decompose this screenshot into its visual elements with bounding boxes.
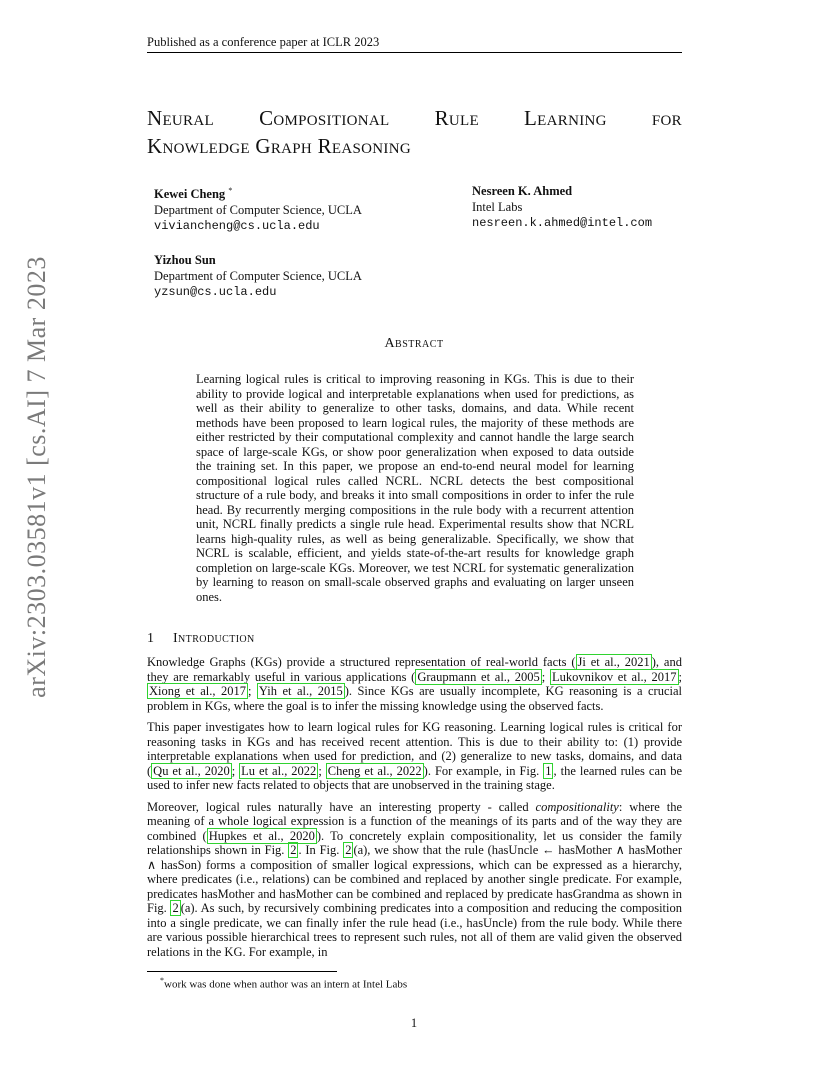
author-block-ahmed (472, 183, 652, 231)
author-email: viviancheng@cs.ucla.edu (154, 219, 320, 234)
citation-link[interactable]: Ji et al., 2021 (577, 655, 650, 669)
figure-ref-link[interactable]: 1 (545, 763, 552, 778)
author-block-sun (154, 252, 362, 300)
footnote-text: work was done when author was an intern at Intel Labs (164, 978, 408, 991)
author-name: Kewei Cheng (154, 187, 226, 202)
title-line-1 (147, 104, 682, 132)
title-word: Rule (434, 106, 479, 130)
figure-ref-link[interactable]: 2 (290, 843, 297, 857)
footnote-rule (147, 971, 337, 972)
figure-ref-link[interactable]: 2 (172, 901, 179, 915)
running-header: Published as a conference paper at ICLR 2023 (147, 35, 380, 49)
author-name: Nesreen K. Ahmed (472, 184, 573, 198)
section-body (147, 655, 682, 966)
figure-ref-link[interactable]: 2 (345, 843, 352, 857)
paragraph-2: This paper investigates how to learn logical rules for KG reasoning. Learning logical rules is critical for reasoning tasks in KGs and has received recent attention. This is due to their ability to: (1) provide interpretable explanations when used for prediction, and (2) generalize to new tasks, domains, and data ( Qu et al., 2020 ; Lu et al., 2022 ; Cheng et al., 2022 ). For example, in Fig. 1 , the learned rules can be used to infer new facts related to objects that are unobserved in the training stage. (147, 720, 683, 792)
citation-link[interactable]: Lu et al., 2022 (241, 763, 317, 778)
author-email: nesreen.k.ahmed@intel.com (472, 216, 653, 230)
section-heading (147, 631, 255, 647)
author-affiliation: Intel Labs (472, 200, 523, 214)
title-word: Learning (524, 106, 607, 130)
title-word: for (651, 106, 682, 130)
section-number: 1 (147, 631, 154, 646)
citation-link[interactable]: Xiong et al., 2017 (149, 684, 246, 698)
title-line-2: Knowledge Graph Reasoning (147, 134, 411, 158)
author-email: yzsun@cs.ucla.edu (154, 285, 277, 299)
citation-link[interactable]: Graupmann et al., 2005 (417, 669, 540, 684)
citation-link[interactable]: Yih et al., 2015 (258, 684, 343, 698)
paragraph-1: Knowledge Graphs (KGs) provide a structured representation of real-world facts ( Ji et al., 2021 ), and they are remarkably useful in various applications ( Graupmann et al., 2005 ; Lukovnikov et al., 2017 ; Xiong et al., 2017 ; Yih et al., 2015 ). Since KGs are usually incomplete, KG reasoning is a crucial problem in KGs, where the goal is to infer the missing knowledge using the observed facts. (147, 655, 682, 713)
citation-link[interactable]: Lukovnikov et al., 2017 (551, 669, 677, 684)
paper-title (147, 104, 682, 160)
section-title: Introduction (173, 631, 255, 646)
arxiv-stamp: arXiv:2303.03581v1 [cs.AI] 7 Mar 2023 (22, 256, 51, 698)
header-rule (147, 52, 682, 53)
paragraph-3: Moreover, logical rules naturally have an interesting property - called compositionality: where the meaning of a whole logical expression is a function of the meanings of its parts and of the way they are combined ( Hupkes et al., 2020 ). To concretely explain compositionality, let us consider the family relationships shown in Fig. 2 . In Fig. 2 (a), we show that the rule (hasUncle ← hasMother ∧ hasMother ∧ hasSon) forms a composition of smaller logical expressions, which can be expressed as a hierarchy, where predicates (i.e., relations) can be combined and replaced by another single predicate. For example, predicates hasMother and hasMother can be combined and replaced by predicate hasGrandma as shown in Fig. 2 (a). As such, by recursively combining predicates into a composition and reducing the composition into a single predicate, we can finally infer the rule head (i.e., hasUncle) from the rule body. While there are various possible hierarchical trees to represent such rules, not all of them are valid given the observed relations in the KG. For example, in (147, 799, 683, 959)
footnote-mark: * (160, 976, 164, 985)
citation-link[interactable]: Hupkes et al., 2020 (208, 828, 315, 843)
abstract-heading: Abstract (384, 336, 444, 351)
author-mark: * (228, 186, 233, 195)
author-affiliation: Department of Computer Science, UCLA (154, 269, 362, 283)
footnote (160, 976, 407, 991)
citation-link[interactable]: Cheng et al., 2022 (327, 763, 422, 778)
page-number: 1 (410, 1016, 418, 1030)
title-word: Compositional (259, 106, 390, 130)
abstract-text: Learning logical rules is critical to improving reasoning in KGs. This is due to their ability to provide logical and interpretable explanations when used for predictions, as well as their ability to generalize to other tasks, domains, and data. While recent methods have been proposed to learn logical rules, the majority of these methods are either restricted by their computational complexity and cannot handle the large search space of large-scale KGs, or show poor generalization when exposed to data outside the training set. In this paper, we propose an end-to-end neural model for learning compositional logical rules called NCRL. NCRL detects the best compositional structure of a rule body, and breaks it into small compositions in order to infer the rule head. By recurrently merging compositions in the rule body with a recurrent attention unit, NCRL finally predicts a single rule head. Experimental results show that NCRL learns high-quality rules, as well as being generalizable. Specifically, we show that NCRL is scalable, efficient, and yields state-of-the-art results for knowledge graph completion on large-scale KGs. Moreover, we test NCRL for systematic generalization by learning to reason on small-scale observed graphs and evaluating on larger unseen ones. (196, 372, 634, 604)
title-word: Neural (147, 106, 214, 130)
author-affiliation: Department of Computer Science, UCLA (154, 203, 362, 218)
citation-link[interactable]: Qu et al., 2020 (153, 763, 230, 778)
author-name: Yizhou Sun (154, 253, 216, 267)
author-block-cheng (154, 183, 362, 234)
